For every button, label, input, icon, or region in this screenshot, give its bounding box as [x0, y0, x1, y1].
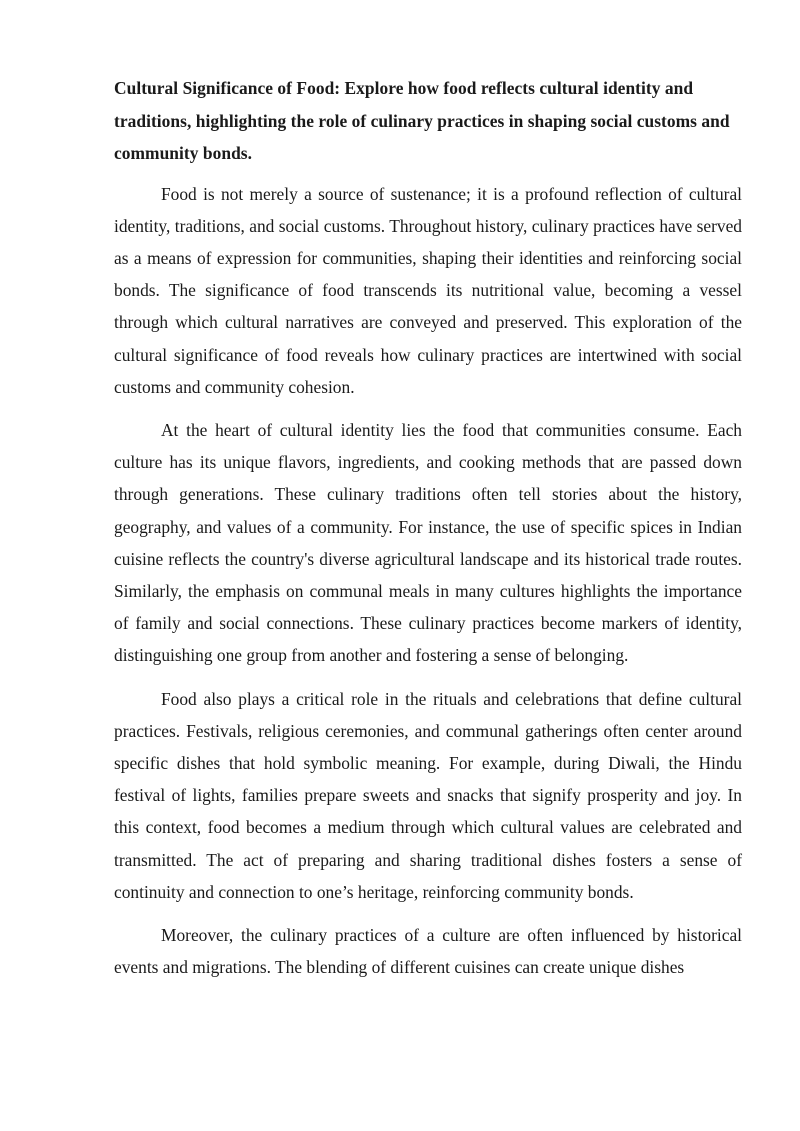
paragraph-3: Food also plays a critical role in the rituals and celebrations that define cultural practices. Festivals, religious ceremonies, and communal gatherings often center around specific dishes that hold symbolic meaning. For example, during Diwali, the Hindu festival of lights, families prepare sweets and snacks that signify prosperity and joy. In this context, food becomes a medium through which cultural values are celebrated and transmitted. The act of preparing and sharing traditional dishes fosters a sense of continuity and connection to one’s heritage, reinforcing community bonds. — [114, 688, 742, 902]
document-heading: Cultural Significance of Food: Explore how food reflects cultural identity and traditions, highlighting the role of culinary practices in shaping social customs and community bonds. — [114, 78, 730, 163]
document-body — [114, 72, 742, 994]
paragraph-1: Food is not merely a source of sustenance; it is a profound reflection of cultural identity, traditions, and social customs. Throughout history, culinary practices have served as a means of expression for communities, shaping their identities and reinforcing social bonds. The significance of food transcends its nutritional value, becoming a vessel through which cultural narratives are conveyed and preserved. This exploration of the cultural significance of food reveals how culinary practices are intertwined with social customs and community cohesion. — [114, 183, 742, 397]
paragraph-4: Moreover, the culinary practices of a culture are often influenced by historical events and migrations. The blending of different cuisines can create unique dishes — [114, 924, 742, 978]
paragraph-2: At the heart of cultural identity lies the food that communities consume. Each culture has its unique flavors, ingredients, and cooking methods that are passed down through generations. These culinary traditions often tell stories about the history, geography, and values of a community. For instance, the use of specific spices in Indian cuisine reflects the country's diverse agricultural landscape and its historical trade routes. Similarly, the emphasis on communal meals in many cultures highlights the importance of family and social connections. These culinary practices become markers of identity, distinguishing one group from another and fostering a sense of belonging. — [114, 419, 742, 666]
